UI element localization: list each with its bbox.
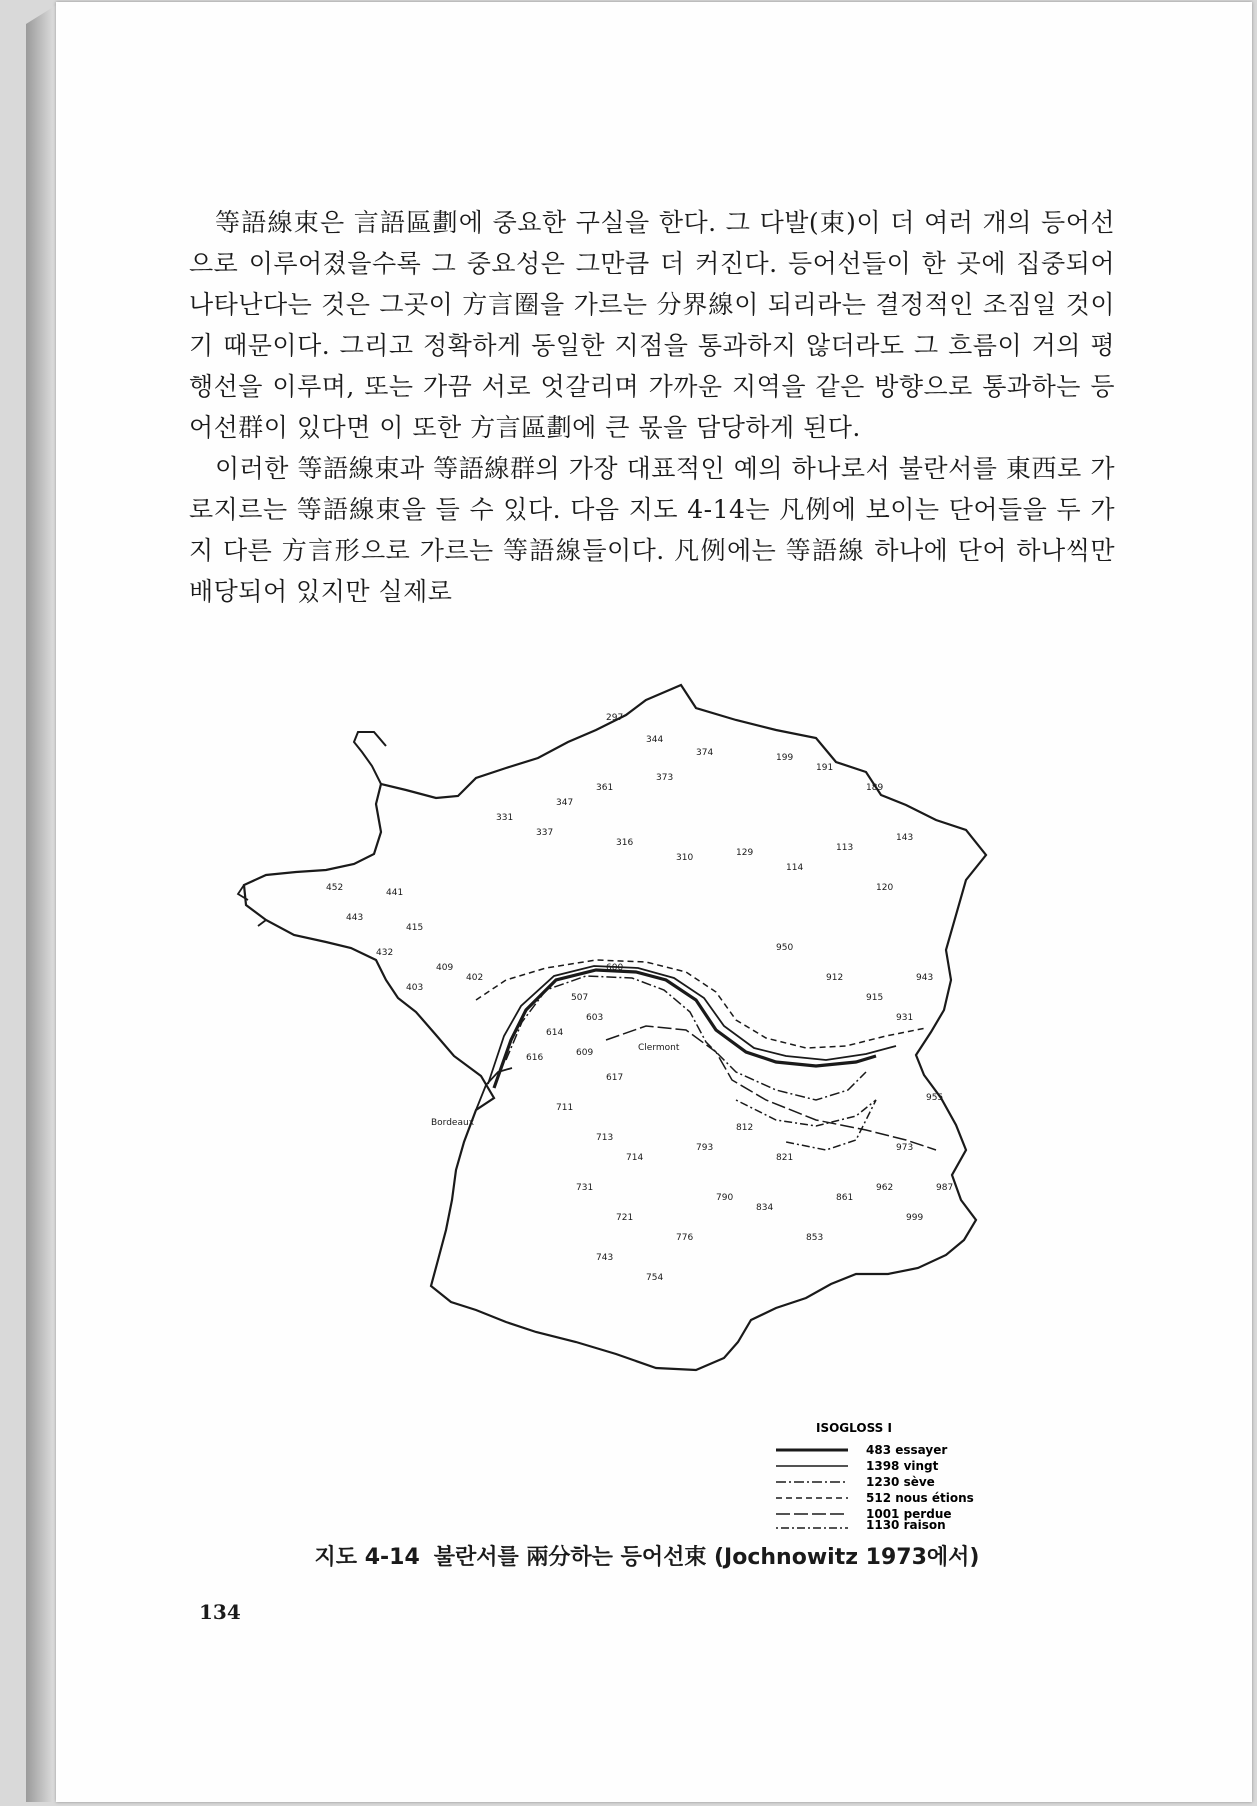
point-label: 600 [606, 963, 624, 973]
point-label: 361 [596, 783, 614, 793]
point-label: 912 [826, 973, 844, 983]
paragraph-1: 等語線束은 言語區劃에 중요한 구실을 한다. 그 다발(束)이 더 여러 개의 등어선으로 이루어졌을수록 그 중요성은 그만큼 더 커진다. 등어선들이 한 곳에 집중되어 나타난다는 것은 그곳이 方言圈을 가르는 分界線이 되리라는 결정적인 조짐일 것이기 때문이다. 그리고 정확하게 동일한 지점을 통과하지 않더라도 그 흐름이 거의 평행선을 이루며, 또는 가끔 서로 엇갈리며 가까운 지역을 같은 방향으로 통과하는 등어선群이 있다면 이 또한 方言區劃에 큰 몫을 담당하게 된다. [189, 208, 1115, 442]
point-label: 191 [816, 763, 834, 773]
isogloss-nous-etions [476, 960, 926, 1048]
figure-caption [56, 1540, 1252, 1571]
point-label: 721 [616, 1213, 634, 1223]
point-label: 344 [646, 735, 664, 745]
point-label: 743 [596, 1253, 614, 1263]
point-label: 507 [571, 993, 589, 1003]
point-label: 915 [866, 993, 884, 1003]
point-label: 931 [896, 1013, 914, 1023]
point-label: 609 [576, 1048, 594, 1058]
isogloss-vingt [488, 966, 896, 1084]
point-label: 999 [906, 1213, 924, 1223]
cotentin-peninsula [354, 732, 386, 784]
paragraph-2: 이러한 等語線束과 等語線群의 가장 대표적인 예의 하나로서 불란서를 東西로 가로지르는 等語線束을 들 수 있다. 다음 지도 4-14는 凡例에 보이는 단어들을 두 가지 다른 方言形으로 가르는 等語線들이다. 凡例에는 等語線 하나에 단어 하나씩만 배당되어 있지만 실제로 [189, 454, 1115, 606]
point-label: 441 [386, 888, 404, 898]
point-label: 129 [736, 848, 754, 858]
point-label: 120 [876, 883, 894, 893]
point-label: 853 [806, 1233, 824, 1243]
page-number: 134 [199, 1600, 241, 1624]
point-label: 603 [586, 1013, 604, 1023]
point-label: 452 [326, 883, 344, 893]
point-label: 310 [676, 853, 694, 863]
point-label: 950 [776, 943, 794, 953]
point-label: 776 [676, 1233, 694, 1243]
france-isogloss-map [176, 680, 1136, 1530]
legend-label-essayer: 483 essayer [866, 1443, 948, 1457]
point-label: 793 [696, 1143, 714, 1153]
book-edge [26, 4, 58, 1802]
point-label: 373 [656, 773, 674, 783]
point-label: 113 [836, 843, 854, 853]
isogloss-lines [476, 960, 936, 1150]
map-legend [776, 1421, 974, 1530]
city-bordeaux: Bordeaux [431, 1118, 475, 1128]
point-label: 943 [916, 973, 934, 983]
point-label: 616 [526, 1053, 544, 1063]
legend-label-vingt: 1398 vingt [866, 1459, 939, 1473]
point-label: 790 [716, 1193, 734, 1203]
city-clermont: Clermont [638, 1043, 680, 1053]
point-label: 143 [896, 833, 914, 843]
point-label: 711 [556, 1103, 574, 1113]
legend-label-raison: 1130 raison [866, 1518, 946, 1530]
point-label: 714 [626, 1153, 644, 1163]
point-label: 331 [496, 813, 514, 823]
point-label: 316 [616, 838, 634, 848]
point-label: 614 [546, 1028, 564, 1038]
point-label: 114 [786, 863, 804, 873]
point-label: 617 [606, 1073, 624, 1083]
point-label: 812 [736, 1123, 754, 1133]
point-label: 374 [696, 748, 714, 758]
point-label: 861 [836, 1193, 854, 1203]
sample-points [326, 713, 953, 1283]
point-label: 962 [876, 1183, 894, 1193]
body-text [189, 202, 1115, 612]
legend-label-seve: 1230 sève [866, 1475, 935, 1489]
point-label: 731 [576, 1183, 594, 1193]
point-label: 199 [776, 753, 794, 763]
point-label: 415 [406, 923, 424, 933]
point-label: 987 [936, 1183, 954, 1193]
point-label: 403 [406, 983, 424, 993]
point-label: 189 [866, 783, 884, 793]
point-label: 297 [606, 713, 624, 723]
point-label: 821 [776, 1153, 794, 1163]
map-svg [176, 680, 1136, 1530]
point-label: 973 [896, 1143, 914, 1153]
isogloss-raison [736, 1100, 876, 1150]
point-label: 402 [466, 973, 484, 983]
book-page [56, 2, 1252, 1802]
brittany-coast [238, 885, 266, 926]
caption-number: 지도 4-14 [314, 1545, 420, 1570]
legend-label-perdue: 1001 perdue [866, 1507, 952, 1521]
point-label: 754 [646, 1273, 664, 1283]
point-label: 955 [926, 1093, 944, 1103]
point-label: 713 [596, 1133, 614, 1143]
point-label: 834 [756, 1203, 774, 1213]
gironde-estuary [476, 1068, 512, 1110]
point-label: 337 [536, 828, 554, 838]
point-label: 432 [376, 948, 394, 958]
point-label: 409 [436, 963, 454, 973]
point-label: 443 [346, 913, 364, 923]
legend-title: ISOGLOSS I [816, 1421, 892, 1435]
caption-text: 불란서를 兩分하는 등어선束 (Jochnowitz 1973에서) [433, 1545, 980, 1570]
legend-label-nous-etions: 512 nous étions [866, 1491, 974, 1505]
point-label: 347 [556, 798, 574, 808]
